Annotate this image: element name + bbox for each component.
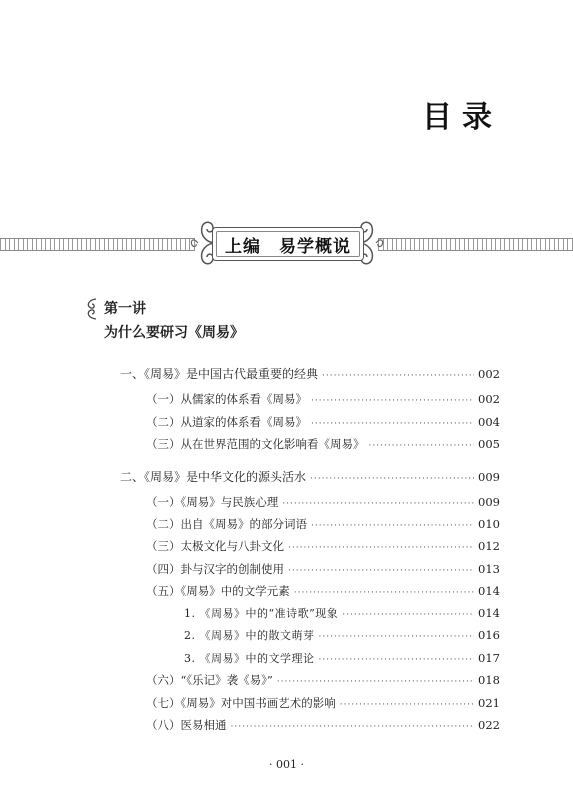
toc-leader xyxy=(311,419,474,429)
toc-entry-page: 004 xyxy=(478,415,500,429)
toc-leader xyxy=(340,700,474,710)
toc-leader xyxy=(310,474,474,484)
toc-entry[interactable] xyxy=(184,627,500,643)
toc-entry[interactable] xyxy=(184,605,500,621)
part-banner xyxy=(0,214,573,272)
toc-entry[interactable] xyxy=(184,650,500,666)
toc-entry-label: （四）卦与汉字的创制使用 xyxy=(146,562,284,576)
toc-leader xyxy=(342,610,474,620)
toc-entry-label: （二）从道家的体系看《周易》 xyxy=(146,415,307,429)
part-title: 上编 易学概说 xyxy=(225,236,351,257)
toc-entry[interactable] xyxy=(146,583,500,599)
toc-entry-page: 021 xyxy=(478,696,500,710)
toc-entry-page: 018 xyxy=(478,673,500,687)
banner-border-right xyxy=(378,238,573,251)
toc-entry-page: 012 xyxy=(478,539,500,553)
toc-entry-label: （二）出自《周易》的部分词语 xyxy=(146,517,307,531)
toc-entry-label: 2. 《周易》中的散文萌芽 xyxy=(184,629,315,642)
toc-entry-label: （三）从在世界范围的文化影响看《周易》 xyxy=(146,437,365,451)
toc-entry-page: 014 xyxy=(478,584,500,598)
toc-entry-page: 022 xyxy=(478,718,500,732)
toc-entry[interactable] xyxy=(146,436,500,452)
toc-entry[interactable] xyxy=(146,717,500,733)
toc-entry-page: 016 xyxy=(478,628,500,642)
toc-entry-label: 1. 《周易》中的“准诗歌”现象 xyxy=(184,607,339,620)
toc-entry-label: （六）“《乐记》袭《易》” xyxy=(146,673,273,687)
toc-leader xyxy=(277,677,474,687)
toc-entry-page: 009 xyxy=(478,495,500,509)
toc-entry[interactable] xyxy=(120,365,500,381)
toc-entry[interactable] xyxy=(146,561,500,577)
toc-leader xyxy=(319,655,475,665)
toc-entry-page: 013 xyxy=(478,562,500,576)
page-number: · 001 · xyxy=(269,758,304,771)
toc-leader xyxy=(294,588,474,598)
toc-leader xyxy=(322,371,474,381)
toc-entry-page: 002 xyxy=(478,367,500,381)
toc-entry-label: 二、《周易》是中华文化的源头活水 xyxy=(120,470,307,484)
toc-entry-label: （一）从儒家的体系看《周易》 xyxy=(146,392,307,406)
banner-border-left xyxy=(0,238,195,251)
toc-leader xyxy=(319,632,475,642)
toc-leader xyxy=(369,441,475,451)
toc-entry-label: （七）《周易》对中国书画艺术的影响 xyxy=(146,696,336,710)
toc-entry-label: （八）医易相通 xyxy=(146,718,227,732)
toc-entry-page: 009 xyxy=(478,470,500,484)
toc-leader xyxy=(231,722,475,732)
toc-entry[interactable] xyxy=(146,414,500,430)
toc-entry[interactable] xyxy=(146,391,500,407)
toc-entry-label: 3. 《周易》中的文学理论 xyxy=(184,652,315,665)
toc-entry[interactable] xyxy=(146,672,500,688)
page-title: 目录 xyxy=(422,100,502,135)
toc-entry[interactable] xyxy=(146,538,500,554)
toc-leader xyxy=(311,521,474,531)
toc-leader xyxy=(282,499,474,509)
part-title-plaque xyxy=(212,227,364,261)
lecture-subtitle: 为什么要研习《周易》 xyxy=(104,325,244,341)
lecture-number: 第一讲 xyxy=(104,301,146,317)
toc-entry-page: 005 xyxy=(478,437,500,451)
toc-entry-label: （三）太极文化与八卦文化 xyxy=(146,539,284,553)
toc-entry-label: （五）《周易》中的文学元素 xyxy=(146,584,290,598)
toc-leader xyxy=(288,543,474,553)
toc-entry-page: 014 xyxy=(478,606,500,620)
toc-entry-page: 017 xyxy=(478,651,500,665)
toc-entry-label: 一、《周易》是中国古代最重要的经典 xyxy=(120,367,319,381)
toc-entry-page: 010 xyxy=(478,517,500,531)
toc-entry[interactable] xyxy=(120,468,500,484)
toc-leader xyxy=(288,566,474,576)
toc-entry-label: （一）《周易》与民族心理 xyxy=(146,495,279,509)
lecture-ornament-icon xyxy=(82,296,100,322)
toc-entry[interactable] xyxy=(146,494,500,510)
toc-entry[interactable] xyxy=(146,516,500,532)
toc-leader xyxy=(311,396,474,406)
toc-entry-page: 002 xyxy=(478,392,500,406)
toc-entry[interactable] xyxy=(146,695,500,711)
